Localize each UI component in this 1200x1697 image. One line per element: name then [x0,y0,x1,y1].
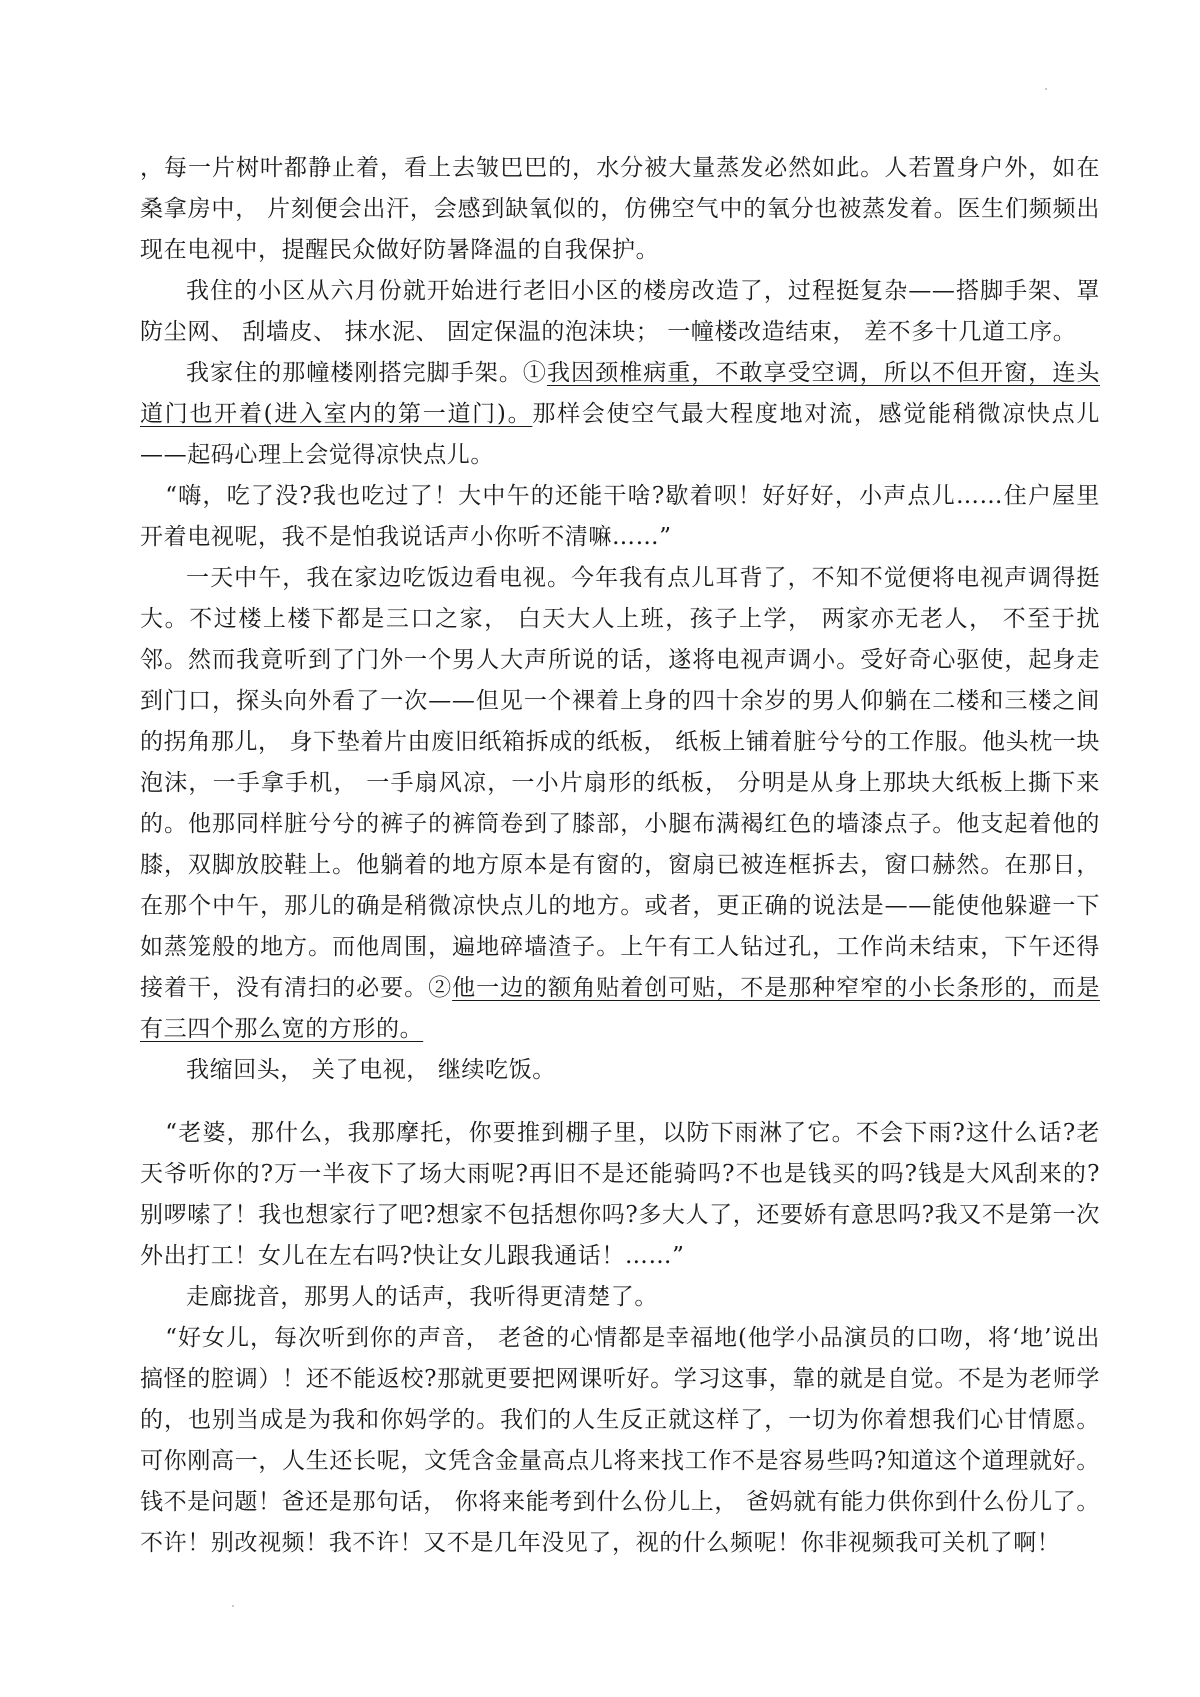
paragraph-text: “老婆，那什么，我那摩托，你要推到棚子里，以防下雨淋了它。不会下雨?这什么话?老天爷听你的?万一半夜下了场大雨呢?再旧不是还能骑吗?不也是钱买的吗?钱是大风刮来的?别啰嗦了！我也想家行了吧?想家不包括想你吗?多大人了，还要娇有意思吗?我又不是第一次外出打工！女儿在左右吗?快让女儿跟我通话！……” [140,1120,1100,1269]
paragraph-heat [140,148,1100,271]
paragraph-text: 一天中午，我在家边吃饭边看电视。今年我有点儿耳背了，不知不觉便将电视声调得挺大。不过楼上楼下都是三口之家， 白天大人上班，孩子上学， 两家亦无老人， 不至于扰邻。然而我竟听到了门外一个男人大声所说的话，遂将电视声调小。受好奇心驱使，起身走到门口，探头向外看了一次——但见一个裸着上身的四十余岁的男人仰躺在二楼和三楼之间的拐角那儿， 身下垫着片由废旧纸箱拆成的纸板， 纸板上铺着脏兮兮的工作服。他头枕一块泡沫，一手拿手机， 一手扇风凉，一小片扇形的纸板， 分明是从身上那块大纸板上撕下来的。他那同样脏兮兮的裤子的裤筒卷到了膝部，小腿布满褐红色的墙漆点子。他支起着他的膝，双脚放胶鞋上。他躺着的地方原本是有窗的，窗扇已被连框拆去，窗口赫然。在那日，在那个中午，那儿的确是稍微凉快点儿的地方。或者，更正确的说法是——能使他躲避一下如蒸笼般的地方。而他周围，遍地碎墙渣子。上午有工人钻过孔，工作尚未结束，下午还得接着干，没有清扫的必要。② [140,565,1100,1001]
paragraph-text: 我家住的那幢楼刚搭完脚手架。① [186,360,547,386]
paragraph-text: 那样会使空气最大程度地对流，感觉能稍微凉快点儿——起码心理上会觉得凉快点儿。 [140,401,1100,468]
paragraph-dialogue-3 [140,1318,1100,1564]
paragraph-noon-scene [140,558,1100,1050]
underlined-sentence-2: 他一边的额角贴着创可贴，不是那种窄窄的小长条形的，而是有三四个那么宽的方形的。 [140,975,1100,1042]
scan-speck [1045,88,1047,90]
paragraph-text: ，每一片树叶都静止着，看上去皱巴巴的，水分被大量蒸发必然如此。人若置身户外，如在桑拿房中， 片刻便会出汗，会感到缺氧似的，仿佛空气中的氧分也被蒸发着。医生们频频出现在电视中，提醒民众做好防暑降温的自我保护。 [140,155,1100,263]
paragraph-renovation [140,271,1100,353]
paragraph-dialogue-2 [140,1113,1100,1277]
paragraph-scaffold [140,353,1100,476]
underlined-sentence-1: 我因颈椎病重，不敢享受空调，所以不但开窗，连头道门也开着(进入室内的第一道门)。 [140,360,1100,427]
paragraph-text: 走廊拢音，那男人的话声，我听得更清楚了。 [186,1284,658,1310]
paragraph-text: 我缩回头， 关了电视， 继续吃饭。 [186,1057,556,1083]
article-body [140,148,1100,1564]
paragraph-text: “好女儿，每次听到你的声音， 老爸的心情都是幸福地(他学小品演员的口吻，将‘地’说出搞怪的腔调）！还不能返校?那就更要把网课听好。学习这事，靠的就是自觉。不是为老师学的，也别当成是为我和你妈学的。我们的人生反正就这样了，一切为你着想我们心甘情愿。可你刚高一，人生还长呢，文凭含金量高点儿将来找工作不是容易些吗?知道这个道理就好。 钱不是问题！爸还是那句话， 你将来能考到什么份儿上， 爸妈就有能力供你到什么份儿了。不许！别改视频！我不许！又不是几年没见了，视的什么频呢！你非视频我可关机了啊！ [140,1325,1100,1556]
paragraph-withdraw [140,1050,1100,1091]
paragraph-text: “嗨，吃了没?我也吃过了！大中午的还能干啥?歇着呗！好好好，小声点儿……住户屋里开着电视呢，我不是怕我说话声小你听不清嘛……” [140,483,1100,550]
paragraph-corridor [140,1277,1100,1318]
paragraph-dialogue-1 [140,476,1100,558]
paragraph-text: 我住的小区从六月份就开始进行老旧小区的楼房改造了，过程挺复杂——搭脚手架、罩防尘网、 刮墙皮、 抹水泥、 固定保温的泡沫块； 一幢楼改造结束， 差不多十几道工序。 [140,278,1100,345]
scan-speck [232,1605,234,1607]
